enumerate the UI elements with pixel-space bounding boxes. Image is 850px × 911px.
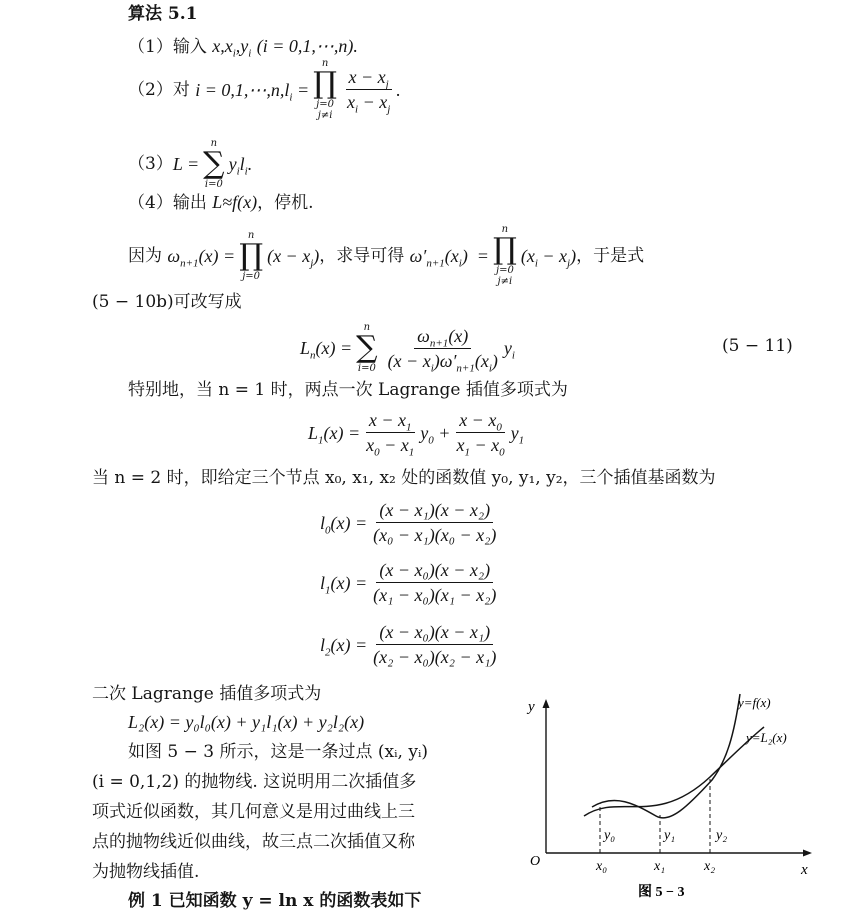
label-y0: y₀ xyxy=(604,828,616,843)
derivation-line-2: (5 − 10b)可改写成 xyxy=(92,292,242,312)
curve-L2 xyxy=(584,727,764,816)
label-y2: y₂ xyxy=(716,828,728,843)
basis-l1: $l_1(x)$ = $\frac{\text{(x − x₀)(x − x₂)}}{\text{(x₁ − x₀)(x₁ − x₂)}}$ xyxy=(320,560,497,605)
curve-f xyxy=(592,694,740,818)
origin-label: O xyxy=(530,854,541,869)
algorithm-step-4: （4）输出 L≈f(x)，停机. xyxy=(128,192,314,213)
curve-L2-label: y=L₂(x) xyxy=(746,730,787,745)
product-operator: n ∏ j=0 j≠i xyxy=(313,58,338,121)
paragraph-line-1: 如图 5 − 3 所示，这是一条过点 (xᵢ, yᵢ) xyxy=(128,742,428,762)
y-axis-arrow xyxy=(543,699,550,708)
figure-5-3 xyxy=(520,690,820,901)
quadratic-intro: 当 n = 2 时，即给定三个节点 x₀, x₁, x₂ 处的函数值 y₀, y₁, y₂，三个插值基函数为 xyxy=(92,468,716,488)
curve-f-label: y=f(x) xyxy=(738,695,771,710)
figure-caption: 图 5 − 3 xyxy=(638,885,685,900)
algorithm-step-1: （1）输入 $x,x_i,y_i$ (i = 0,1,⋯,n). xyxy=(128,36,358,60)
equation-label: (5 − 11) xyxy=(722,336,793,356)
quad-poly-title: 二次 Lagrange 插值多项式为 xyxy=(92,684,322,704)
derivation-line-1: 因为 $\omega_{n+1}(x)$ = n ∏ j=0 $(x - x_j)$ ，求导可得 $\omega'_{n+1}(x_i)$ = n ∏ j=0 j≠i $(x_i - x_j)$ ，于是式 xyxy=(128,224,645,287)
label-x2: x₂ xyxy=(704,859,716,874)
x-axis-label: x xyxy=(801,862,808,878)
label-x1: x₁ xyxy=(654,859,666,874)
paragraph-line-3: 项式近似函数，其几何意义是用过曲线上三 xyxy=(92,802,415,822)
label-x0: x₀ xyxy=(596,859,608,874)
label-y1: y₁ xyxy=(664,828,676,843)
y-axis-label: y xyxy=(528,699,535,715)
linear-intro: 特别地，当 n = 1 时，两点一次 Lagrange 插值多项式为 xyxy=(128,380,568,400)
paragraph-line-4: 点的抛物线近似曲线，故三点二次插值又称 xyxy=(92,832,415,852)
x-axis-arrow xyxy=(803,850,812,857)
basis-l2: $l_2(x)$ = $\frac{\text{(x − x₀)(x − x₁)}}{\text{(x₂ − x₀)(x₂ − x₁)}}$ xyxy=(320,622,497,667)
algorithm-step-2: （2） 对 i = 0,1,⋯,n, $l_i$ = n ∏ j=0 j≠i $\frac{x - x_j}{x_i - x_j}$ . xyxy=(128,58,401,121)
equation-5-11: $L_n(x)$ = n ∑ i=0 $\frac{\omega_{n+1}(x)}{(x - x_i)\omega'_{n+1}(x_i)}$ $y_i$ xyxy=(300,322,515,375)
paragraph-line-5: 为抛物线插值. xyxy=(92,862,200,882)
quad-poly-formula: L₂(x) = y₀l₀(x) + y₁l₁(x) + y₂l₂(x) xyxy=(128,712,365,732)
sum-operator: n ∑ i=0 xyxy=(203,138,225,190)
linear-formula: $L_1(x)$ = $\frac{x - x_1}{x_0 - x_1}$ $y_0$ + $\frac{x - x_0}{x_1 - x_0}$ $y_1$ xyxy=(308,410,525,459)
fraction: $\frac{x - x_j}{x_i - x_j}$ xyxy=(347,67,391,116)
basis-l0: $l_0(x)$ = $\frac{\text{(x − x₁)(x − x₂)}}{\text{(x₀ − x₁)(x₀ − x₂)}}$ xyxy=(320,500,497,545)
algorithm-title: 算法 5.1 xyxy=(128,4,198,24)
paragraph-line-2: (i = 0,1,2) 的抛物线. 这说明用二次插值多 xyxy=(92,772,417,792)
example-cutoff: 例 1 已知函数 y = ln x 的函数表如下 xyxy=(128,891,422,911)
algorithm-step-3: （3） L = n ∑ i=0 $y_il_i$ . xyxy=(128,138,253,190)
